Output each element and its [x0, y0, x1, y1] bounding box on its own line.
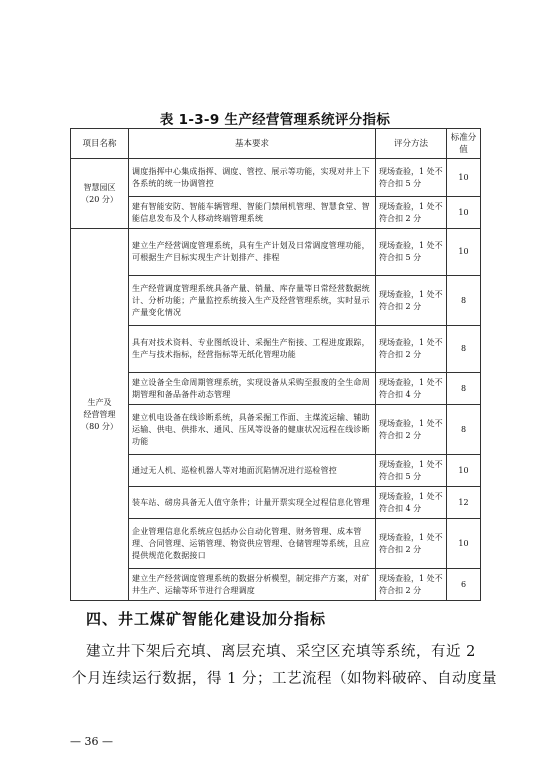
- score-cell: 10: [447, 519, 481, 569]
- requirement-cell: 生产经营调度管理系统具备产量、销量、库存量等日常经营数据统计、分析功能；产量监控系统接入生产及经营管理系统，实时显示产量变化情况: [129, 276, 376, 326]
- method-cell: 现场查验，1 处不符合扣 5 分: [376, 455, 447, 487]
- table-row: [71, 197, 481, 229]
- requirement-cell: 建立机电设备在线诊断系统，具备采掘工作面、主煤流运输、辅助运输、供电、供排水、通风、压风等设备的健康状况远程在线诊断功能: [129, 405, 376, 455]
- method-cell: 现场查验，1 处不符合扣 2 分: [376, 197, 447, 229]
- method-cell: 现场查验，1 处不符合扣 2 分: [376, 326, 447, 373]
- requirement-cell: 建立生产经营调度管理系统的数据分析模型，制定排产方案，对矿井生产、运输等环节进行合理调度: [129, 569, 376, 601]
- table-row: [71, 519, 481, 569]
- method-cell: 现场查验，1 处不符合扣 4 分: [376, 487, 447, 519]
- header-method: 评分方法: [376, 129, 447, 159]
- requirement-cell: 建有智能安防、智能车辆管理、智能门禁闸机管理、智慧食堂、智能信息发布及个人移动终端管理系统: [129, 197, 376, 229]
- table-row: [71, 455, 481, 487]
- section-heading: 四、井工煤矿智能化建设加分指标: [86, 610, 327, 628]
- table-row: [71, 229, 481, 276]
- method-cell: 现场查验，1 处不符合扣 4 分: [376, 373, 447, 405]
- table-row: [71, 569, 481, 601]
- scoring-table: [70, 128, 481, 601]
- method-cell: 现场查验，1 处不符合扣 5 分: [376, 229, 447, 276]
- table-caption: 表 1-3-9 生产经营管理系统评分指标: [159, 112, 391, 128]
- header-project: 项目名称: [71, 129, 129, 159]
- requirement-cell: 建立生产经营调度管理系统，具有生产计划及日常调度管理功能，可根据生产目标实现生产计划排产、排程: [129, 229, 376, 276]
- method-cell: 现场查验，1 处不符合扣 2 分: [376, 519, 447, 569]
- requirement-cell: 调度指挥中心集成指挥、调度、管控、展示等功能，实现对井上下各系统的统一协调管控: [129, 159, 376, 197]
- score-cell: 8: [447, 373, 481, 405]
- method-cell: 现场查验，1 处不符合扣 2 分: [376, 405, 447, 455]
- table-row: [71, 373, 481, 405]
- body-text-line: 建立井下架后充填、离层充填、采空区充填等系统，有近 2: [86, 644, 476, 660]
- requirement-cell: 具有对技术资料、专业图纸设计、采掘生产衔接、工程进度跟踪，生产与技术指标，经营指标等无纸化管理功能: [129, 326, 376, 373]
- score-cell: 10: [447, 197, 481, 229]
- group-name-park: 智慧园区 （20 分）: [71, 159, 129, 229]
- score-cell: 12: [447, 487, 481, 519]
- group-name-production: 生产及 经营管理 （80 分）: [71, 229, 129, 601]
- method-cell: 现场查验，1 处不符合扣 2 分: [376, 569, 447, 601]
- score-cell: 8: [447, 405, 481, 455]
- requirement-cell: 装车站、磅房具备无人值守条件；计量开票实现全过程信息化管理: [129, 487, 376, 519]
- table-row: [71, 276, 481, 326]
- table-row: [71, 159, 481, 197]
- method-cell: 现场查验，1 处不符合扣 2 分: [376, 276, 447, 326]
- score-cell: 8: [447, 326, 481, 373]
- requirement-cell: 企业管理信息化系统应包括办公自动化管理、财务管理、成本管理、合同管理、运销管理、物资供应管理、仓储管理等系统，且应提供规范化数据接口: [129, 519, 376, 569]
- header-score: 标准分值: [447, 129, 481, 159]
- requirement-cell: 通过无人机、巡检机器人等对地面沉陷情况进行巡检管控: [129, 455, 376, 487]
- page-number: — 36 —: [70, 735, 113, 748]
- table-row: [71, 405, 481, 455]
- score-cell: 6: [447, 569, 481, 601]
- requirement-cell: 建立设备全生命周期管理系统，实现设备从采购至报废的全生命周期管理和备品备件动态管理: [129, 373, 376, 405]
- table-header-row: [71, 129, 481, 159]
- score-cell: 10: [447, 229, 481, 276]
- score-cell: 10: [447, 455, 481, 487]
- header-requirement: 基本要求: [129, 129, 376, 159]
- table-row: [71, 487, 481, 519]
- score-cell: 10: [447, 159, 481, 197]
- body-text-line: 个月连续运行数据，得 1 分；工艺流程（如物料破碎、自动度量: [72, 671, 497, 687]
- score-cell: 8: [447, 276, 481, 326]
- method-cell: 现场查验，1 处不符合扣 5 分: [376, 159, 447, 197]
- table-row: [71, 326, 481, 373]
